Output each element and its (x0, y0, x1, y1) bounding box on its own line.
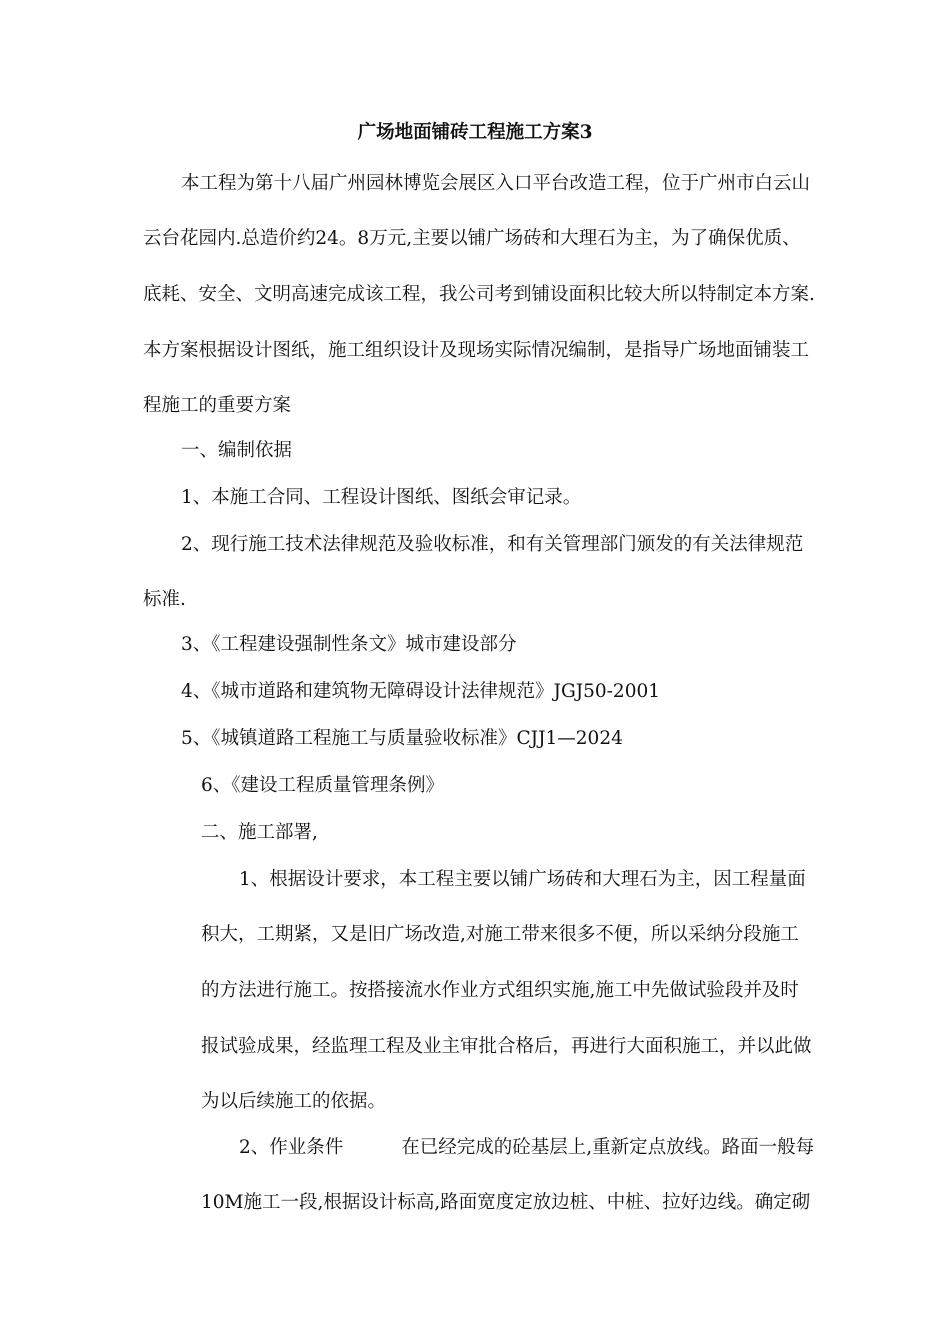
section1-item-3: 3、《工程建设强制性条文》城市建设部分 (181, 634, 517, 655)
section2-item1-line-4: 报试验成果，经监理工程及业主审批合格后，再进行大面积施工，并以此做 (201, 1036, 812, 1057)
section2-item1-line-5: 为以后续施工的依据。 (201, 1091, 387, 1112)
section1-item-1: 1、本施工合同、工程设计图纸、图纸会审记录。 (181, 487, 582, 508)
intro-line-1: 本工程为第十八届广州园林博览会展区入口平台改造工程，位于广州市白云山 (181, 173, 811, 194)
section1-item-5: 5、《城镇道路工程施工与质量验收标准》CJJ1—2024 (181, 728, 623, 749)
document-title: 广场地面铺砖工程施工方案3 (357, 122, 593, 143)
intro-line-4: 本方案根据设计图纸，施工组织设计及现场实际情况编制，是指导广场地面铺装工 (143, 340, 810, 361)
section2-item1-line-1: 1、根据设计要求，本工程主要以铺广场砖和大理石为主，因工程量面 (239, 869, 806, 890)
intro-line-2: 云台花园内.总造价约24。8万元,主要以铺广场砖和大理石为主，为了确保优质、 (143, 228, 801, 249)
section2-item1-line-2: 积大，工期紧，又是旧广场改造,对施工带来很多不便，所以采纳分段施工 (201, 924, 799, 945)
section2-item2-text: 在已经完成的砼基层上,重新定点放线。路面一般每 (401, 1137, 815, 1158)
intro-line-3: 底耗、安全、文明高速完成该工程，我公司考到铺设面积比较大所以特制定本方案. (143, 284, 815, 305)
section2-item2-line-1 (239, 1136, 814, 1160)
section2-heading: 二、施工部署, (201, 822, 318, 843)
section2-item2-line-2: 10M施工一段,根据设计标高,路面宽度定放边桩、中桩、拉好边线。确定砌 (201, 1192, 811, 1213)
section1-item-6: 6、《建设工程质量管理条例》 (201, 775, 445, 796)
section1-item-2-cont: 标准. (143, 589, 186, 610)
section2-item1-line-3: 的方法进行施工。按搭接流水作业方式组织实施,施工中先做试验段并及时 (201, 980, 799, 1001)
section2-item2-label: 2、作业条件 (239, 1137, 344, 1158)
section1-item-2: 2、现行施工技术法律规范及验收标准，和有关管理部门颁发的有关法律规范 (181, 534, 804, 555)
section1-heading: 一、编制依据 (181, 440, 293, 461)
intro-line-5: 程施工的重要方案 (143, 395, 292, 416)
section1-item-4: 4、《城市道路和建筑物无障碍设计法律规范》JGJ50-2001 (181, 681, 661, 702)
